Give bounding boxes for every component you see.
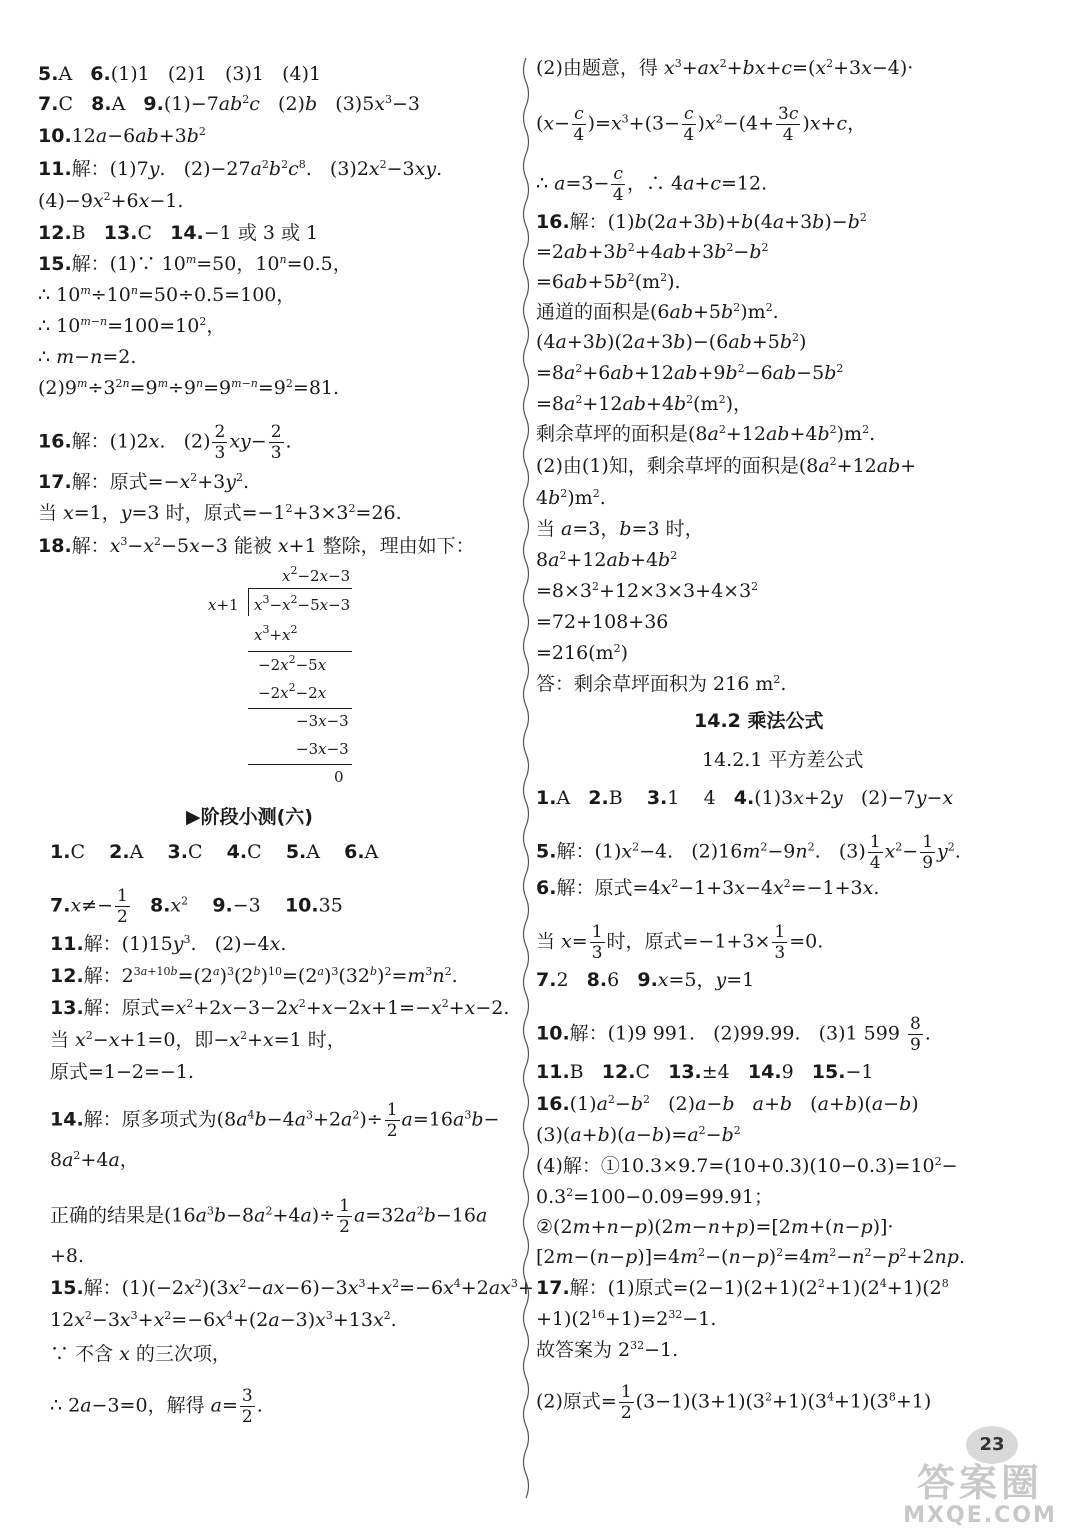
answer-line: 1.C 2.A 3.C 4.C 5.A 6.A: [50, 841, 379, 863]
answer-line: (x− $\frac{c}{4}$ )$=x^3+(3-$ $\frac{c}{4}$ )$x^2-(4+$ $\frac{3c}{4}$ )x+c，: [536, 104, 867, 145]
answer-line: 7.2 8.6 9.x=5，y=1: [536, 969, 755, 991]
answer-line: $(4a+3b)(2a+3b)-(6ab+5b^2)$: [536, 331, 807, 353]
answer-line: 答：剩余草坪面积为 216 $m^2$.: [536, 673, 787, 695]
subsection-title: 14.2.1 平方差公式: [702, 749, 864, 771]
answer-line: 当 x=1，y=3 时，原式$=-1^2+3\times 3^2=26$.: [38, 502, 402, 524]
division-bar: [248, 588, 352, 589]
answer-line: 12.B 13.C 14.−1 或 3 或 1: [38, 222, 319, 244]
answer-line: $(3)(a+b)(a-b)=a^2-b^2$: [536, 1124, 741, 1146]
answer-line: $4b^2)m^2$.: [536, 487, 606, 509]
answer-line: $=216(m^2)$: [536, 642, 629, 664]
answer-line: (2)由题意，得 $x^3+ax^2+bx+c=(x^2+3x-4)\cdot$: [536, 57, 914, 79]
answer-line: ∴ $10^{m-n}=100=10^2$，: [38, 315, 226, 337]
answer-line: 17.解：原式$=-x^2+3y^2$.: [38, 471, 250, 493]
step-rule: [248, 651, 352, 652]
answer-line: (2)由(1)知，剩余草坪的面积是($8a^2+12ab+$: [536, 455, 917, 477]
answer-line: 故答案为 $2^{32}-1$.: [536, 1339, 679, 1361]
watermark: [896, 1462, 1064, 1532]
answer-line: 当 a=3，b=3 时，: [536, 518, 704, 540]
quotient: $x^2-2x-3$: [282, 564, 351, 585]
answer-line: $8a^2+4a$，: [50, 1149, 139, 1171]
answer-line: $12x^2-3x^3+x^2=-6x^4+(2a-3)x^3+13x^2$.: [50, 1309, 397, 1331]
answer-line: 当 x= $\frac{1}{3}$ 时，原式=−1+3× $\frac{1}{3}$ =0.: [536, 922, 824, 963]
answer-line: ∴ a=3− $\frac{c}{4}$ ，∴ 4a+c=12.: [536, 164, 768, 205]
answer-line: $0.3^2=100-0.09=99.91$；: [536, 1186, 773, 1208]
step-3: $-2x^2-2x$: [258, 681, 327, 702]
remainder: 0: [334, 768, 344, 786]
answer-line: $8a^2+12ab+4b^2$: [536, 549, 678, 571]
answer-line: 通道的面积是$(6ab+5b^2)m^2$.: [536, 301, 779, 323]
answer-line: (4)解：$①10.3\times 9.7=(10+0.3)(10-0.3)=10^2-$: [536, 1155, 958, 1177]
answer-line: 16.解：(1)2x. (2) $\frac{2}{3}$ xy− $\frac{2}{3}$ .: [38, 422, 292, 463]
watermark-url: MXQE.COM: [903, 1503, 1057, 1528]
answer-line: 剩余草坪的面积是$(8a^2+12ab+4b^2)m^2$.: [536, 423, 876, 445]
answer-line: 6.解：原式$=4x^2-1+3x-4x^2=-1+3x$.: [536, 877, 880, 899]
answer-line: 5.A 6.(1)1 (2)1 (3)1 (4)1: [38, 63, 322, 85]
section-title: 14.2 乘法公式: [694, 710, 824, 732]
answer-line: 原式=1−2=−1.: [50, 1061, 194, 1083]
answer-line: 11.解：$(1)15y^3$. (2)−4x.: [50, 933, 287, 955]
answer-line: $+1)(2^{16}+1)=2^{32}-1$.: [536, 1308, 717, 1330]
answer-line: ②(2m+n−p)(2m−n+p)=[2m+(n−p)]·: [536, 1216, 894, 1238]
answer-line: (2)原式= $\frac{1}{2}$ $(3-1)(3+1)(3^2+1)(3^4+1)(3^8+1)$: [536, 1382, 932, 1423]
answer-line: $16.(1)a^2-b^2$ (2)a−b a+b (a+b)(a−b): [536, 1093, 919, 1115]
answer-line: ∴ $10^m\div 10^n=50\div 0.5=100$，: [38, 284, 296, 306]
answer-line: $(2)9^m\div 3^{2n}=9^m\div 9^n=9^{m-n}=9^2=81$.: [38, 377, 340, 399]
step-5: −3x−3: [296, 740, 349, 758]
answer-line: ∴ 2a−3=0，解得 a= $\frac{3}{2}$ .: [50, 1386, 263, 1427]
answer-line: ∴ m−n=2.: [38, 346, 137, 368]
answer-line: 15.解：(1)∵ $10^m=50$，$10^n=0.5$，: [38, 253, 352, 275]
answer-line: $=8\times 3^2+12\times 3\times 3+4\times 3^2$: [536, 580, 759, 602]
answer-line: $=8a^2+12ab+4b^2(m^2)$，: [536, 393, 752, 415]
column-divider: [520, 58, 532, 1498]
answer-line: ∵ 不含 x 的三次项，: [50, 1343, 231, 1365]
section-title: ▶阶段小测(六): [186, 806, 313, 828]
answer-line: $=2ab+3b^2+4ab+3b^2-b^2$: [536, 241, 769, 263]
step-1: $x^3+x^2$: [254, 623, 298, 644]
answer-line: 正确的结果是$(16a^3b-8a^2+4a)\div$ $\frac{1}{2}$ $a=32a^2b-16a$: [50, 1196, 488, 1237]
step-4: −3x−3: [296, 712, 349, 730]
watermark-text: 答案圈: [916, 1461, 1043, 1505]
answer-line: 14.解：原多项式为$(8a^4b-4a^3+2a^2)\div$ $\frac{1}{2}$ $a=16a^3b-$: [50, 1100, 500, 1141]
answer-line: 5.解：$(1)x^2-4$. $(2)16m^2-9n^2$. (3) $\frac{1}{4}$ $x^2-$ $\frac{1}{9}$ $y^2$.: [536, 832, 961, 873]
answer-line: 16.解：$(1)b(2a+3b)+b(4a+3b)-b^2$: [536, 211, 867, 233]
step-2: $-2x^2-5x$: [258, 653, 327, 674]
answer-line: 1.A 2.B 3.1 4 4.(1)3x+2y (2)−7y−x: [536, 787, 954, 809]
answer-line: $[2m-(n-p)]=4m^2-(n-p)^2=4m^2-n^2-p^2+2np$.: [536, 1246, 965, 1268]
page-number: 23: [966, 1426, 1018, 1464]
answer-line: $=6ab+5b^2(m^2)$.: [536, 271, 681, 293]
answer-line: 17.解：(1)原式$=(2-1)(2+1)(2^2+1)(2^4+1)(2^8$: [536, 1277, 949, 1299]
answer-line: $(4)-9x^2+6x-1$.: [38, 190, 184, 212]
answer-line: 11.解：(1)7y. $(2)-27a^2b^2c^8$. $(3)2x^2-3xy$.: [38, 158, 443, 180]
answer-line: 12.解：$2^{3a+10b}=(2^a)^3(2^b)^{10}=(2^a)^3(32^b)^2=m^3n^2$.: [50, 965, 458, 987]
answer-line: 当 $x^2-x+1=0$，即$-x^2+x=1$ 时，: [50, 1029, 346, 1051]
step-rule: [248, 764, 352, 765]
answer-line: 7.C 8.A $9.(1)-7ab^2c$ (2)b $(3)5x^3-3$: [38, 93, 421, 115]
answer-line: =72+108+36: [536, 611, 669, 633]
answer-line: 11.B 12.C 13.±4 14.9 15.−1: [536, 1061, 874, 1083]
answer-line: 15.解：$(1)(-2x^2)(3x^2-ax-6)-3x^3+x^2=-6x^4+2ax^3+$: [50, 1277, 534, 1299]
answer-line: $=8a^2+6ab+12ab+9b^2-6ab-5b^2$: [536, 362, 844, 384]
step-rule: [248, 708, 352, 709]
answer-line: 7.x≠− $\frac{1}{2}$ $8.x^2$ 9.−3 10.35: [50, 886, 343, 927]
dividend: $x^3-x^2-5x-3$: [254, 593, 351, 614]
answer-line: 10.解：(1)9 991. (2)99.99. (3)1 599 $\frac{8}{9}$ .: [536, 1014, 931, 1055]
answer-line: 13.解：原式$=x^2+2x-3-2x^2+x-2x+1=-x^2+x-2$.: [50, 997, 510, 1019]
answer-line: $10.12a-6ab+3b^2$: [38, 125, 206, 147]
answer-line: 18.解：$x^3-x^2-5x-3$ 能被 x+1 整除，理由如下：: [38, 535, 475, 557]
division-bracket: [248, 588, 249, 616]
divisor: x+1: [208, 596, 239, 614]
answer-line: +8.: [50, 1245, 85, 1267]
